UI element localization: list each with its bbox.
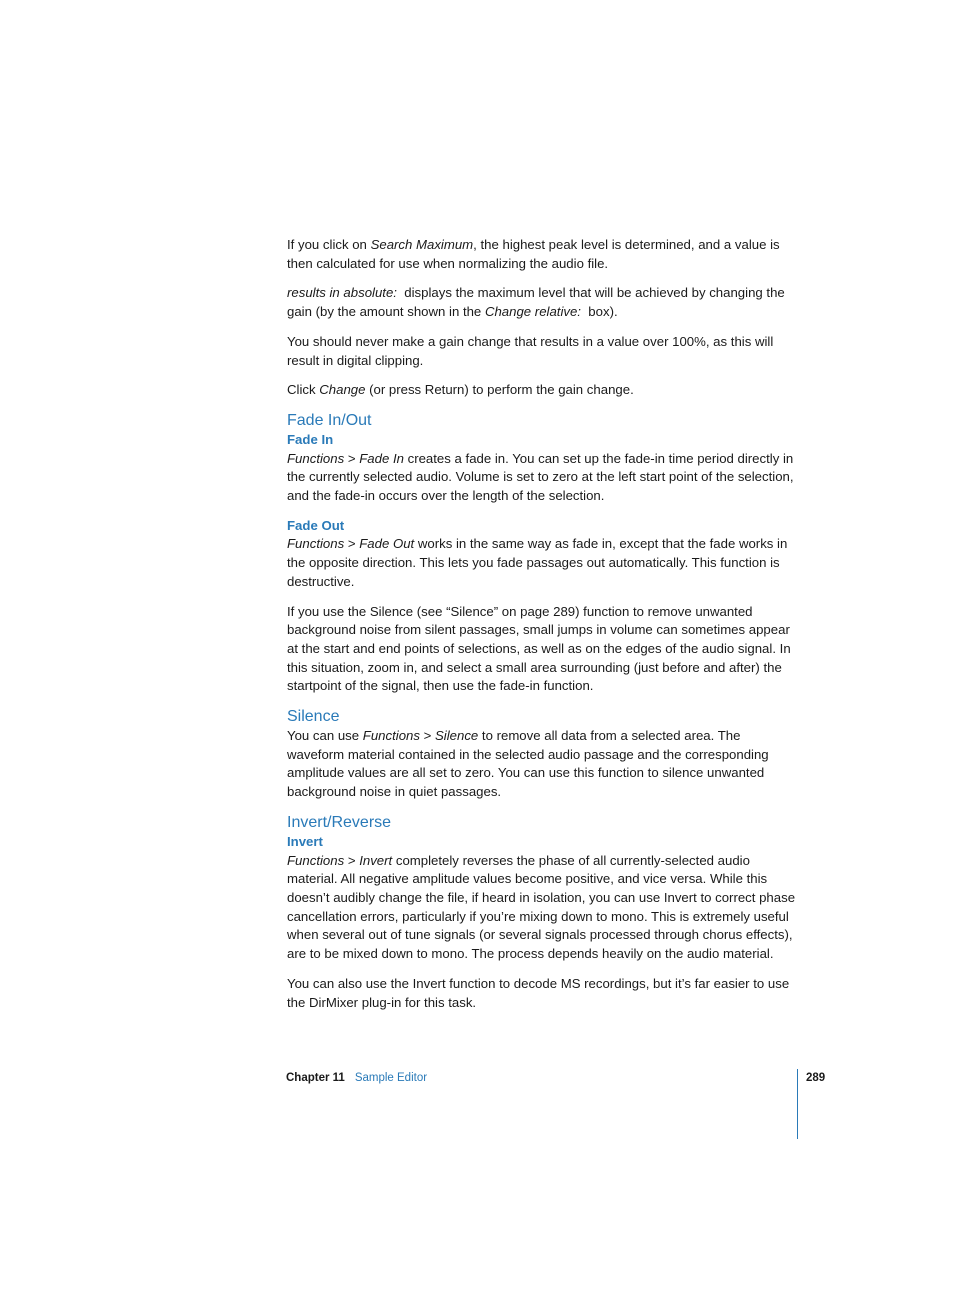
paragraph-clipping-warning: You should never make a gain change that results in a value over 100%, as this will result in digital clipping. [287,333,774,368]
page-body [287,236,799,1023]
page-footer [286,1070,427,1086]
text: to remove all data from a selected area. The waveform material contained in the selected audio passage and the corresponding amplitude values are all set to zero. You can use this function to silence unwanted background noise in quiet passages. [287,728,769,800]
footer-chapter-title: Sample Editor [354,1072,428,1084]
menu-term: Fade In [359,450,404,466]
paragraph-fade-out [287,535,799,591]
menu-separator: > [419,728,435,744]
menu-term: Functions [287,536,345,552]
heading-fade-out: Fade Out [287,517,345,533]
menu-separator: > [344,852,360,868]
paragraph-silence [287,727,799,802]
text: (or press Return) to perform the gain change. [365,382,634,398]
text: If you click on [287,237,371,252]
ui-term: results in absolute: [287,285,397,301]
heading-fade-in: Fade In [287,431,334,447]
ui-term: Change [319,382,366,398]
paragraph-click-change [287,381,799,400]
page-number: 289 [806,1072,826,1084]
text: box). [580,304,618,320]
text: displays the maximum level that will be achieved by changing the gain (by the amount shown in the [287,285,789,320]
ui-term: Search Maximum [370,237,474,252]
ui-term: Change relative: [484,304,581,320]
menu-term: Fade Out [359,536,415,552]
paragraph-search-maximum [287,236,799,273]
text: You can use [287,728,363,744]
menu-term: Invert [359,852,393,868]
menu-term: Functions [287,852,345,868]
paragraph-invert-ms: You can also use the Invert function to decode MS recordings, but it’s far easier to use the DirMixer plug-in for this task. [287,975,790,1010]
menu-term: Silence [435,728,479,744]
menu-term: Functions [287,450,345,466]
menu-separator: > [344,536,360,552]
heading-invert: Invert [287,833,323,849]
paragraph-invert [287,852,799,964]
text: works in the same way as fade in, except that the fade works in the opposite direction. This lets you fade passages out automatically. This function is destructive. [287,536,788,589]
paragraph-fade-note: If you use the Silence (see “Silence” on page 289) function to remove unwanted background noise from silent passages, small jumps in volume can sometimes appear at the start and end points of selections, as well as on the edges of the audio signal. In this situation, zoom in, and select a small area surrounding (just before and after) the startpoint of the signal, then use the fade-in function. [287,603,791,694]
text: , the highest peak level is determined, and a value is then calculated for use when normalizing the audio file. [287,237,780,271]
text: creates a fade in. You can set up the fade-in time period directly in the currently selected audio. Volume is set to zero at the left start point of the selection, and the fade-in occurs over the length of the selection. [287,450,794,504]
paragraph-fade-in [287,450,799,506]
menu-separator: > [344,450,360,466]
paragraph-results-absolute [287,284,799,321]
heading-silence: Silence [287,708,340,726]
menu-term: Functions [362,728,420,744]
footer-chapter: Chapter 11 [286,1072,345,1084]
text: completely reverses the phase of all currently-selected audio material. All negative amplitude values become positive, and vice versa. While this doesn’t audibly change the file, if heard in isolation, you can use Invert to correct phase cancellation errors, particularly if you’re mixing down to mono. This is extremely useful when several out of tune signals (or several signals processed through chorus effects), are to be mixed down to mono. The process depends heavily on the audio material. [287,852,796,962]
heading-fade-in-out: Fade In/Out [287,411,372,429]
heading-invert-reverse: Invert/Reverse [287,813,392,831]
footer-divider [797,1069,798,1139]
text: Click [287,382,320,398]
